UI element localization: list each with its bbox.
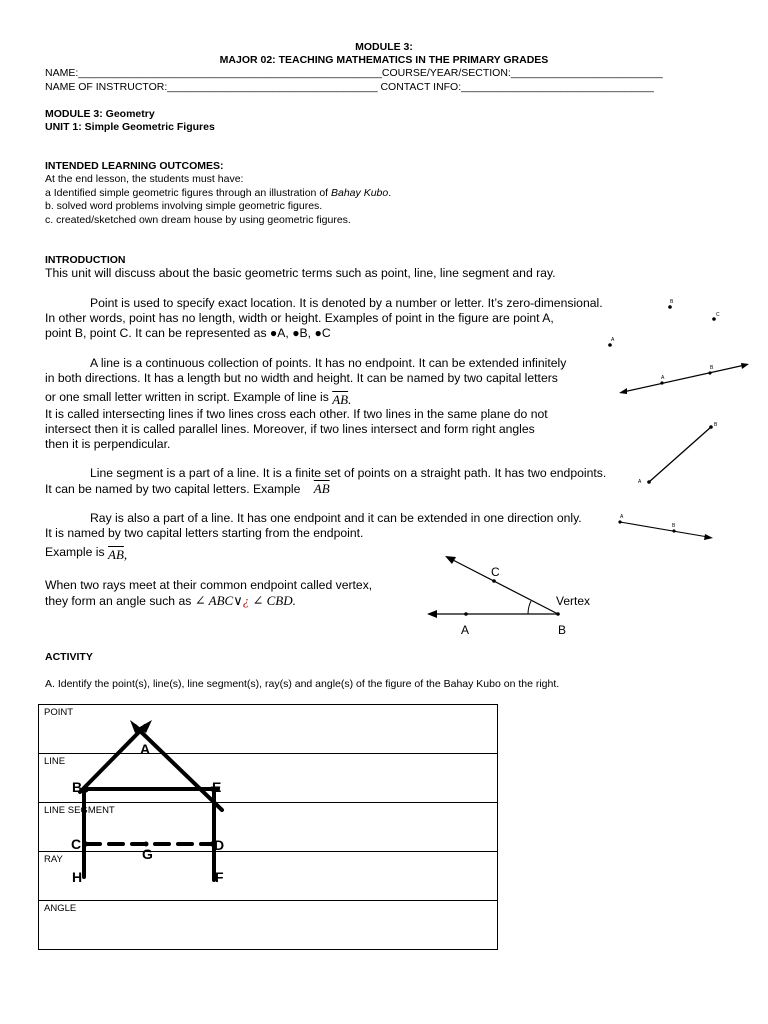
module-title: MODULE 3: Geometry [45, 108, 155, 120]
points-figure [590, 290, 740, 360]
outcome-b: b. solved word problems involving simple geometric figures. [45, 200, 323, 212]
line-arrow-left [619, 388, 627, 394]
line-example: $\overline{AB}$ [332, 392, 349, 407]
house-label-c: C [71, 836, 82, 852]
house-label-b: B [72, 779, 83, 795]
house-point-c [84, 842, 89, 847]
module-label: MODULE 3: [355, 41, 413, 53]
segment-point-a [647, 480, 651, 484]
angle-label-vertex: Vertex [556, 594, 591, 608]
table-row [39, 901, 498, 950]
segment-paragraph-line: It can be named by two capital letters. Example $\overline{AB}$ [45, 481, 330, 496]
point-a-label: A [611, 337, 615, 343]
angle-paragraph-line: When two rays meet at their common endpoint called vertex, [45, 578, 373, 592]
outcomes-heading: INTENDED LEARNING OUTCOMES: [45, 160, 224, 172]
ray-figure [612, 508, 722, 548]
unit-title: UNIT 1: Simple Geometric Figures [45, 121, 215, 133]
angle-point-c [492, 579, 496, 583]
line-paragraph-line: then it is perpendicular. [45, 437, 171, 451]
angle-arc [528, 601, 531, 614]
ray-arrow [704, 534, 713, 540]
line-point-a [660, 381, 663, 384]
house-label-f: F [215, 869, 224, 885]
line-arrow-right [741, 363, 749, 369]
house-label-g: G [142, 846, 153, 862]
ray-paragraph-line: It is named by two capital letters starting from the endpoint. [45, 526, 364, 540]
course-title: MAJOR 02: TEACHING MATHEMATICS IN THE PRIMARY GRADES [219, 54, 549, 66]
row-label-angle: ANGLE [39, 901, 498, 950]
activity-heading: ACTIVITY [45, 651, 93, 663]
activity-instruction: A. Identify the point(s), line(s), line segment(s), ray(s) and angle(s) of the figure of the Bahay Kubo on the right. [45, 678, 560, 690]
angle-figure [415, 548, 625, 638]
house-point-b [84, 788, 89, 793]
roof-right [135, 726, 222, 810]
outcome-c: c. created/sketched own dream house by using geometric figures. [45, 214, 351, 226]
name-line: NAME:____________________________________________________COURSE/YEAR/SECTION:__________________________ [45, 67, 663, 79]
ray-example: $\overline{AB}$ [108, 547, 124, 562]
segment-label-b: B [714, 422, 718, 428]
line-figure [615, 355, 755, 400]
ray-point-a [618, 520, 621, 523]
row-label-ray: RAY [39, 852, 498, 901]
house-label-e: E [212, 779, 222, 795]
angle-label-c: C [491, 565, 500, 579]
angle-arrow-a [427, 610, 437, 618]
roof-left [80, 726, 145, 792]
line-paragraph-line: or one small letter written in script. Example of line is $\overline{AB}$. [45, 390, 352, 407]
line-label-a: A [661, 375, 665, 381]
point-paragraph-line: Point is used to specify exact location. It is denoted by a number or letter. It’s zero-dimensional. [90, 296, 603, 310]
angle-arrow-c [445, 556, 456, 564]
segment-figure [630, 415, 730, 490]
point-b-dot [668, 305, 672, 309]
introduction-lead: This unit will discuss about the basic geometric terms such as point, line, line segment and ray. [45, 266, 556, 280]
ray-paragraph-line: Ray is also a part of a line. It has one endpoint and it can be extended in one direction only. [90, 511, 582, 525]
line-paragraph-line: A line is a continuous collection of points. It has no endpoint. It can be extended infinitely [90, 356, 567, 370]
point-b-label: B [670, 299, 674, 305]
angle-vertex-point [556, 612, 560, 616]
angle-example: ∠ ABC∨¿ ∠ CBD. [194, 593, 296, 608]
line-paragraph-line: It is called intersecting lines if two lines cross each other. If two lines in the same plane do not [45, 407, 548, 421]
angle-paragraph-line: they form an angle such as ∠ ABC∨¿ ∠ CBD. [45, 593, 296, 608]
line-paragraph-line: in both directions. It has a length but no width and height. It can be named by two capital letters [45, 371, 558, 385]
ray-label-a: A [620, 514, 624, 520]
house-label-a: A [140, 741, 151, 757]
row-label-line-segment: LINE SEGMENT [39, 803, 498, 852]
row-label-point: POINT [39, 705, 498, 754]
ray-label-b: B [672, 523, 676, 529]
row-label-line: LINE [39, 754, 498, 803]
point-paragraph-line: In other words, point has no length, width or height. Examples of point in the figure are point A, [45, 311, 554, 325]
point-c-label: C [716, 312, 720, 318]
ray-point-b [672, 529, 675, 532]
segment-paragraph-line: Line segment is a part of a line. It is a finite set of points on a straight path. It has two endpoints. [90, 466, 607, 480]
point-a-dot [608, 343, 612, 347]
bahay-kubo-figure [60, 712, 260, 887]
ray-paragraph-line: Example is $\overline{AB}$, [45, 545, 128, 562]
outcome-a: a Identified simple geometric figures through an illustration of Bahay Kubo. [45, 187, 392, 199]
angle-label-b: B [558, 623, 567, 637]
line-label-b: B [710, 365, 714, 371]
line-point-b [708, 371, 711, 374]
point-paragraph-line: point B, point C. It can be represented as ●A, ●B, ●C [45, 326, 331, 340]
instructor-line: NAME OF INSTRUCTOR:____________________________________ CONTACT INFO:_________________________________ [45, 81, 654, 93]
outcomes-intro: At the end lesson, the students must have: [45, 173, 244, 185]
angle-point-a [464, 612, 468, 616]
segment-point-b [709, 425, 713, 429]
segment-label-a: A [638, 479, 642, 485]
line-paragraph-line: intersect then it is called parallel lines. Moreover, if two lines intersect and form right angles [45, 422, 535, 436]
angle-label-a: A [461, 623, 470, 637]
house-label-h: H [72, 869, 83, 885]
segment-example: $\overline{AB}$ [313, 481, 330, 496]
introduction-heading: INTRODUCTION [45, 254, 126, 266]
house-label-d: D [214, 837, 225, 853]
